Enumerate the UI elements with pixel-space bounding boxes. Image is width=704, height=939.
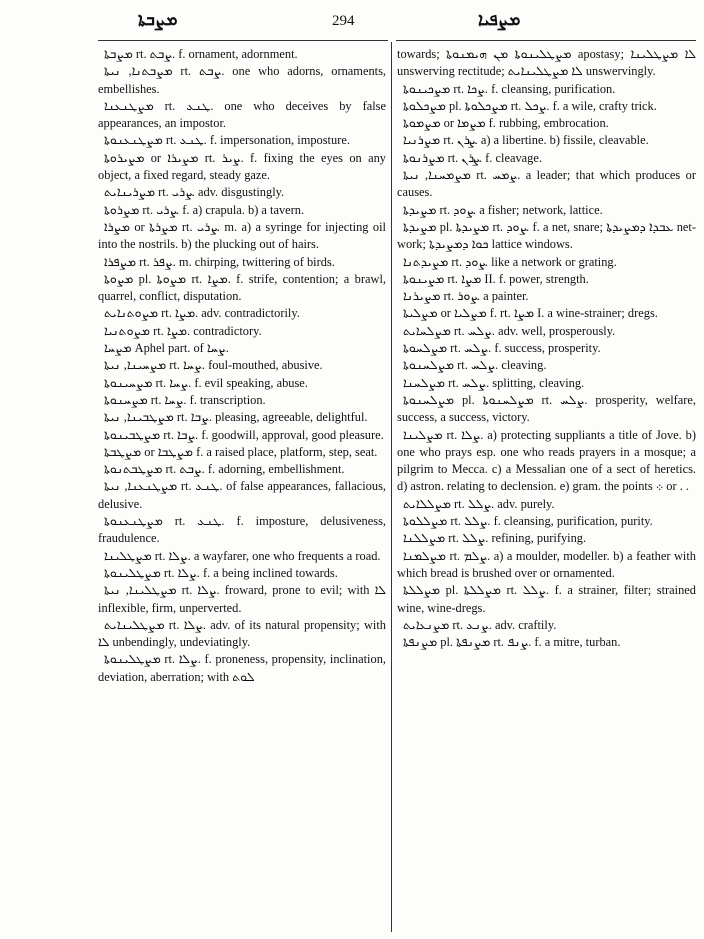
column-divider xyxy=(391,42,392,932)
entry: ܡܨܠܠܢܐ rt. ܨܠܠ. refining, purifying. xyxy=(403,531,587,546)
page-number: 294 xyxy=(332,13,355,29)
entry: ܡܨܠܝܢܐ rt. ܨܠܐ. a) protecting suppliants a title of Jove. b) one who prays esp. one who reads prayers in a mosque; a pilgrim to Mecca. c) a Messalian one of a sect of heretics. d) astron. relating to declension. e) gram. the points ܀ or . . xyxy=(397,427,696,494)
entry: ܡܨܛܢܥܢܐ rt. ܛܢܥ. one who deceives by false appearances, an impostor. xyxy=(98,98,386,131)
entry: ܡܨܝܕܬܐ pl. ܡܨܝܕܬܐ rt. ܨܘܕ. f. a net, snare; ܥܒܕܐ ܕܡܨܝܕܬܐ net-work; ܟܘܐ ܕܡܨܝܕܬܐ lattice windows. xyxy=(397,219,696,252)
entry: ܡܨܠܚܢܘܬܐ rt. ܨܠܚ. cleaving. xyxy=(403,358,547,373)
header-rule-right xyxy=(396,40,696,41)
entry: ܡܨܛܒܬܢܘܬܐ rt. ܨܒܬ. f. adorning, embellishment. xyxy=(104,462,345,477)
entry: ܡܨܒܬܐ rt. ܨܒܬ. f. ornament, adornment. xyxy=(104,47,298,61)
entry: ܡܨܛܒܬܐ or ܡܨܛܒܐ f. a raised place, platform, step, seat. xyxy=(104,444,378,459)
entry: towards; ܡܨܛܠܝܢܘܬܐ ܡܢ ܗܝܡܢܘܬܐ apostasy; ܠܐ ܡܨܛܠܝܢܐ unswerving rectitude; ܠܐ ܡܨܛܠܝܢܐܝܬ unswervingly. xyxy=(397,47,697,79)
entry: ܡܨܛܠܝܢܐ rt. ܨܠܐ. a wayfarer, one who frequents a road. xyxy=(104,548,381,563)
entry: ܡܨܚܝܢܐ, ܢܝܬܐ rt. ܨܚܐ. foul-mouthed, abusive. xyxy=(104,358,323,373)
left-column xyxy=(98,46,386,686)
entry: ܡܨܪܝܢܐܝܬ rt. ܨܪܝ. adv. disgustingly. xyxy=(104,185,285,200)
entry: ܡܨܠܚܘܬܐ rt. ܨܠܚ. f. success, prosperity. xyxy=(403,341,601,356)
entry: ܡܨܛܒܝܢܘܬܐ rt. ܨܒܐ. f. goodwill, approval, good pleasure. xyxy=(104,427,384,442)
entry: ܡܨܝܕܬܢܐ rt. ܨܘܕ. like a network or grating. xyxy=(403,254,617,269)
entry: ܡܨܚܝܢܘܬܐ rt. ܨܚܐ. f. evil speaking, abuse. xyxy=(104,375,308,390)
entry: ܡܨܛܠܝܢܐ, ܢܝܬܐ rt. ܨܠܐ. froward, prone to evil; with ܠܐ inflexible, firm, unperverted. xyxy=(98,583,386,615)
entry: ܡܨܟܝܢܘܬܐ rt. ܨܟܐ. f. cleansing, purification. xyxy=(403,81,616,96)
entry: ܡܨܠܝܬܐ or ܡܨܠܝܐ f. rt. ܡܨܐ I. a wine-strainer; dregs. xyxy=(403,306,658,321)
entry: ܡܨܠܠܐܝܬ rt. ܨܠܠ. adv. purely. xyxy=(403,496,555,511)
entry: ܡܨܡܘܬܐ or ܡܨܡܐ f. rubbing, embrocation. xyxy=(403,116,609,131)
entry: ܡܨܛܠܝܢܘܬܐ rt. ܨܠܐ. f. a being inclined towards. xyxy=(104,565,338,580)
entry: ܡܨܪܢܘܬܐ rt. ܨܪܢ. f. cleavage. xyxy=(403,150,542,165)
entry: ܡܨܛܢܥܢܐ, ܢܝܬܐ rt. ܛܢܥ. of false appearances, fallacious, delusive. xyxy=(98,479,386,511)
entry: ܡܨܪܢܝܐ rt. ܨܪܢ. a) a libertine. b) fissile, cleavable. xyxy=(403,133,649,148)
entry: ܡܨܚܐ Aphel part. of ܨܚܐ. xyxy=(104,341,229,356)
entry: ܡܨܘܬܢܝܐ rt. ܡܨܐ. contradictory. xyxy=(104,323,262,338)
right-column xyxy=(397,46,696,651)
entry: ܡܨܪܘܬܐ rt. ܨܪܝ. f. a) crapula. b) a tavern. xyxy=(104,202,305,217)
entry: ܡܨܛܢܥܢܘܬܐ rt. ܛܢܥ. f. imposture, delusiveness, fraudulence. xyxy=(98,514,386,546)
entry: ܡܨܠܚܐܝܬ rt. ܨܠܚ. adv. well, prosperously. xyxy=(403,323,616,338)
entry: ܡܨܝܪܘܬܐ or ܡܨܝܪܐ rt. ܨܝܪ. f. fixing the eyes on any object, a fixed regard, steady gaze. xyxy=(98,150,386,183)
entry: ܡܨܛܒܝܢܐ, ܢܝܬܐ rt. ܨܒܐ. pleasing, agreeable, delightful. xyxy=(104,410,368,425)
entry: ܡܨܝܪܢܐ rt. ܨܘܪ. a painter. xyxy=(403,289,529,304)
entry: ܡܨܠܚܢܐ rt. ܨܠܚ. splitting, cleaving. xyxy=(403,375,585,390)
entry: ܡܨܘܬܢܐܝܬ rt. ܡܨܐ. adv. contradictorily. xyxy=(104,306,300,321)
entry: ܡܨܝܢܘܬܐ rt. ܡܨܐ II. f. power, strength. xyxy=(403,271,589,286)
running-head-left: ܡܨܒܬܐ xyxy=(138,10,178,30)
entry: ܡܨܝܕܬܐ rt. ܨܘܕ. a fisher; network, lattice. xyxy=(403,202,603,217)
entry: ܡܨܟܠܘܬܐ pl. ܡܨܟܠܘܬܐ rt. ܨܟܠ. f. a wile, crafty trick. xyxy=(403,98,657,113)
running-head-right: ܡܨܦܝܐ xyxy=(478,10,521,30)
entry: ܡܨܠܠܘܬܐ rt. ܨܠܠ. f. cleansing, purification, purity. xyxy=(403,514,653,529)
entry: ܡܨܛܠܝܢܐܝܬ rt. ܨܠܐ. adv. of its natural propensity; with ܠܐ unbendingly, undeviatingly. xyxy=(98,617,386,650)
entry: ܡܨܢܦܬܐ pl. ܡܨܢܦܬܐ rt. ܨܢܦ. f. a mitre, turban. xyxy=(403,635,621,650)
entry: ܡܨܡܚܢܐ, ܢܝܬܐ rt. ܨܡܚ. a leader; that which produces or causes. xyxy=(397,168,696,200)
entry: ܡܨܠܠܬܐ pl. ܡܨܠܠܬܐ rt. ܨܠܠ. f. a strainer, filter; strained wine, wine-dregs. xyxy=(397,583,696,615)
entry: ܡܨܢܥܐܝܬ rt. ܨܢܥ. adv. craftily. xyxy=(403,617,557,632)
entry: ܡܨܛܠܝܢܘܬܐ rt. ܨܠܐ. f. proneness, propensity, inclination, deviation, aberration; with ܠܘܬ xyxy=(98,652,386,684)
entry: ܡܨܦܪܐ rt. ܨܦܪ. m. chirping, twittering of birds. xyxy=(104,254,335,269)
entry: ܡܨܒܬܢܐ, ܢܝܬܐ rt. ܨܒܬ. one who adorns, ornaments, embellishes. xyxy=(98,64,386,96)
entry: ܡܨܛܢܥܢܘܬܐ rt. ܛܢܥ. f. impersonation, imposture. xyxy=(104,133,350,148)
entry: ܡܨܘܬܐ pl. ܡܨܘܬܐ rt. ܡܨܐ. f. strife, contention; a brawl, quarrel, conflict, disputation. xyxy=(98,271,386,304)
header-rule-left xyxy=(98,40,388,41)
entry: ܡܨܪܐ or ܡܨܪܬܐ rt. ܨܪܝ. m. a) a syringe for injecting oil into the nostrils. b) the plucking out of hairs. xyxy=(98,219,386,252)
entry: ܡܨܠܚܢܘܬܐ pl. ܡܨܠܚܢܘܬܐ rt. ܨܠܚ. prosperity, welfare, success, a success, victory. xyxy=(397,392,696,425)
entry: ܡܨܠܡܢܐ rt. ܨܠܡ. a) a moulder, modeller. b) a feather with which bread is brushed over or ornamented. xyxy=(397,548,696,580)
entry: ܡܨܚܢܘܬܐ rt. ܨܚܐ. f. transcription. xyxy=(104,392,266,407)
